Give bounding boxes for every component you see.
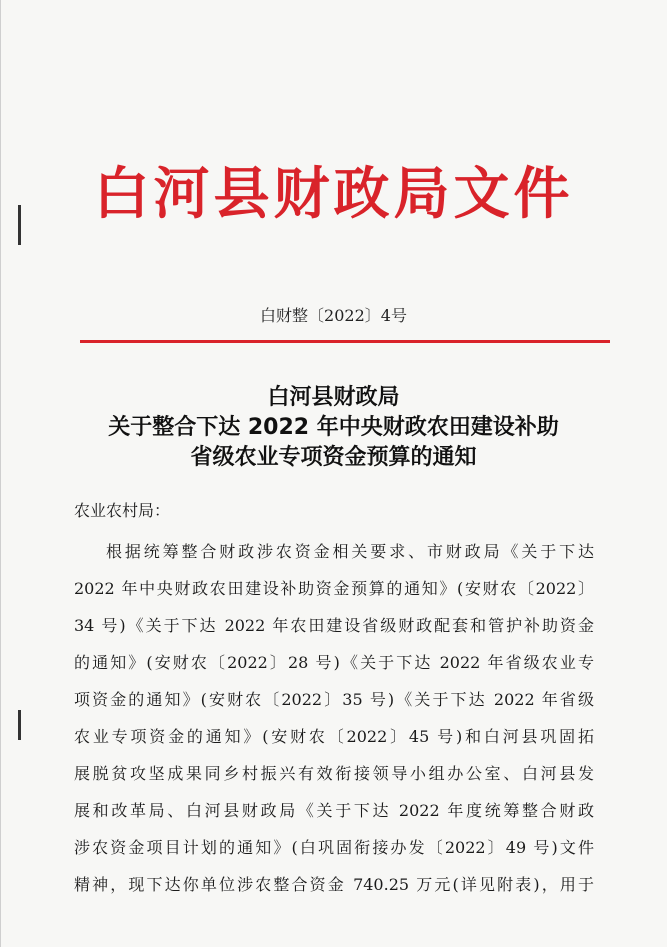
title-line: 省级农业专项资金预算的通知 xyxy=(190,445,477,470)
title-line: 白河县财政局 xyxy=(267,385,400,410)
body-line: 项资金的通知》(安财农〔2022〕35 号)《关于下达 2022 年省级 xyxy=(74,690,594,709)
body-line: 农业专项资金的通知》(安财农〔2022〕45 号)和白河县巩固拓 xyxy=(74,727,594,746)
body-line: 精神，现下达你单位涉农整合资金 740.25 万元(详见附表)，用于 xyxy=(74,875,594,894)
document-masthead: 白河县财政局文件 xyxy=(93,161,574,227)
binding-mark xyxy=(18,710,21,740)
body-line: 34 号)《关于下达 2022 年农田建设省级财政配套和管护补助资金 xyxy=(74,616,594,635)
body-line: 的通知》(安财农〔2022〕28 号)《关于下达 2022 年省级农业专 xyxy=(74,653,594,672)
body-line: 根据统筹整合财政涉农资金相关要求、市财政局《关于下达 xyxy=(106,542,594,561)
red-divider-line xyxy=(80,340,610,343)
page-edge xyxy=(0,0,1,947)
body-line: 涉农资金项目计划的通知》(白巩固衔接办发〔2022〕49 号)文件 xyxy=(74,838,594,857)
document-title xyxy=(40,383,627,473)
body-paragraph xyxy=(74,533,594,903)
body-line: 展和改革局、白河县财政局《关于下达 2022 年度统筹整合财政 xyxy=(74,801,594,820)
salutation: 农业农村局： xyxy=(74,501,171,520)
document-number: 白财整〔2022〕4号 xyxy=(260,306,407,325)
body-line: 2022 年中央财政农田建设补助资金预算的通知》(安财农〔2022〕 xyxy=(74,579,594,598)
body-line: 展脱贫攻坚成果同乡村振兴有效衔接领导小组办公室、白河县发 xyxy=(74,764,594,783)
title-line: 关于整合下达 2022 年中央财政农田建设补助 xyxy=(108,415,559,440)
